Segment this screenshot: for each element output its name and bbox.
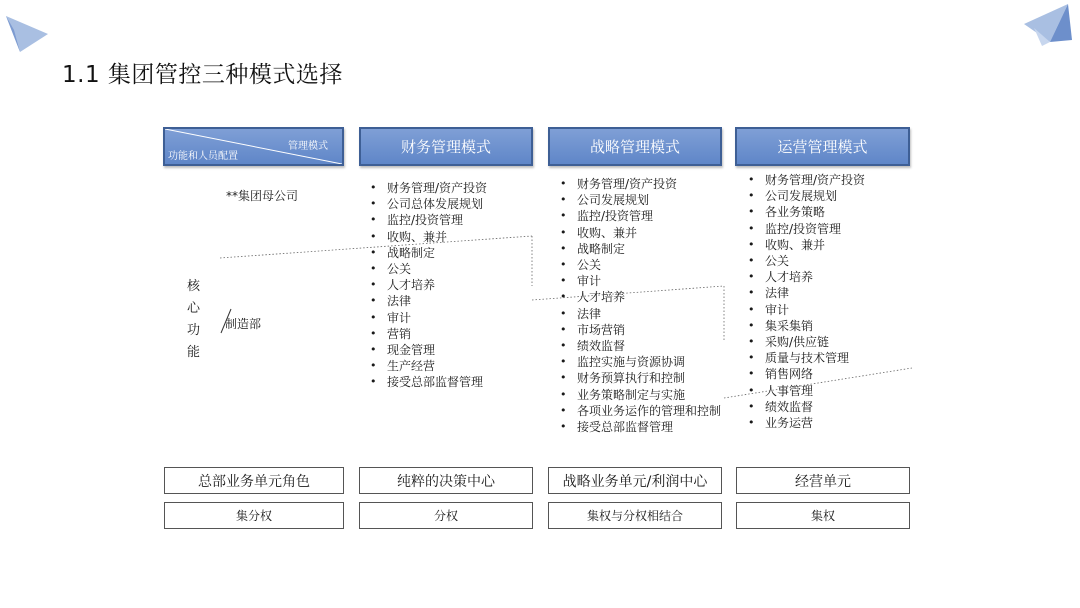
list-item: • 人才培养	[557, 289, 725, 305]
list-item: • 战略制定	[367, 245, 537, 261]
authority-financial: 分权	[359, 502, 533, 529]
list-item: • 监控/投资管理	[557, 208, 725, 224]
list-item: • 法律	[745, 285, 915, 301]
list-item: • 收购、兼并	[557, 225, 725, 241]
list-item: • 监控/投资管理	[745, 221, 915, 237]
list-item: • 绩效监督	[745, 399, 915, 415]
list-item: • 人才培养	[367, 277, 537, 293]
list-item: • 集采集销	[745, 318, 915, 334]
list-item: • 审计	[367, 310, 537, 326]
authority-row-label: 集分权	[164, 502, 344, 529]
list-item: • 法律	[367, 293, 537, 309]
header-operational-mode: 运营管理模式	[735, 127, 910, 166]
list-item: • 业务策略制定与实施	[557, 387, 725, 403]
list-item: • 市场营销	[557, 322, 725, 338]
list-item: • 财务管理/资产投资	[745, 172, 915, 188]
list-item: • 公关	[367, 261, 537, 277]
list-item: • 财务管理/资产投资	[557, 176, 725, 192]
manufacturing-label: 制造部	[225, 317, 262, 331]
list-item: • 人事管理	[745, 383, 915, 399]
list-item: • 接受总部监督管理	[367, 374, 537, 390]
list-item: • 各项业务运作的管理和控制	[557, 403, 725, 419]
list-item: • 现金管理	[367, 342, 537, 358]
list-item: • 收购、兼并	[367, 229, 537, 245]
list-item: • 公司发展规划	[557, 192, 725, 208]
corner-bottom-label: 功能和人员配置	[168, 151, 238, 162]
list-item: • 绩效监督	[557, 338, 725, 354]
list-item: • 公关	[745, 253, 915, 269]
list-item: • 人才培养	[745, 269, 915, 285]
role-operational: 经营单元	[736, 467, 910, 494]
list-item: • 各业务策略	[745, 204, 915, 220]
role-row-label: 总部业务单元角色	[164, 467, 344, 494]
core-function-label: 核心功能	[187, 279, 201, 360]
list-item: • 审计	[745, 302, 915, 318]
list-item: • 业务运营	[745, 415, 915, 431]
list-item: • 监控/投资管理	[367, 212, 537, 228]
list-item: • 公司总体发展规划	[367, 196, 537, 212]
list-item: • 审计	[557, 273, 725, 289]
list-item: • 公关	[557, 257, 725, 273]
list-item: • 生产经营	[367, 358, 537, 374]
list-item: • 采购/供应链	[745, 334, 915, 350]
header-financial-mode: 财务管理模式	[359, 127, 533, 166]
list-item: • 销售网络	[745, 366, 915, 382]
role-financial: 纯粹的决策中心	[359, 467, 533, 494]
list-item: • 战略制定	[557, 241, 725, 257]
list-item: • 收购、兼并	[745, 237, 915, 253]
authority-strategic: 集权与分权相结合	[548, 502, 722, 529]
corner-top-label: 管理模式	[288, 141, 328, 152]
list-item: • 接受总部监督管理	[557, 419, 725, 435]
list-item: • 财务管理/资产投资	[367, 180, 537, 196]
list-item: • 财务预算执行和控制	[557, 370, 725, 386]
header-strategic-mode: 战略管理模式	[548, 127, 722, 166]
list-item: • 公司发展规划	[745, 188, 915, 204]
list-item: • 营销	[367, 326, 537, 342]
list-item: • 质量与技术管理	[745, 350, 915, 366]
list-item: • 法律	[557, 306, 725, 322]
authority-operational: 集权	[736, 502, 910, 529]
group-parent-label: **集团母公司	[226, 189, 299, 203]
list-item: • 监控实施与资源协调	[557, 354, 725, 370]
page-title: 1.1 集团管控三种模式选择	[62, 62, 343, 88]
role-strategic: 战略业务单元/利润中心	[548, 467, 722, 494]
